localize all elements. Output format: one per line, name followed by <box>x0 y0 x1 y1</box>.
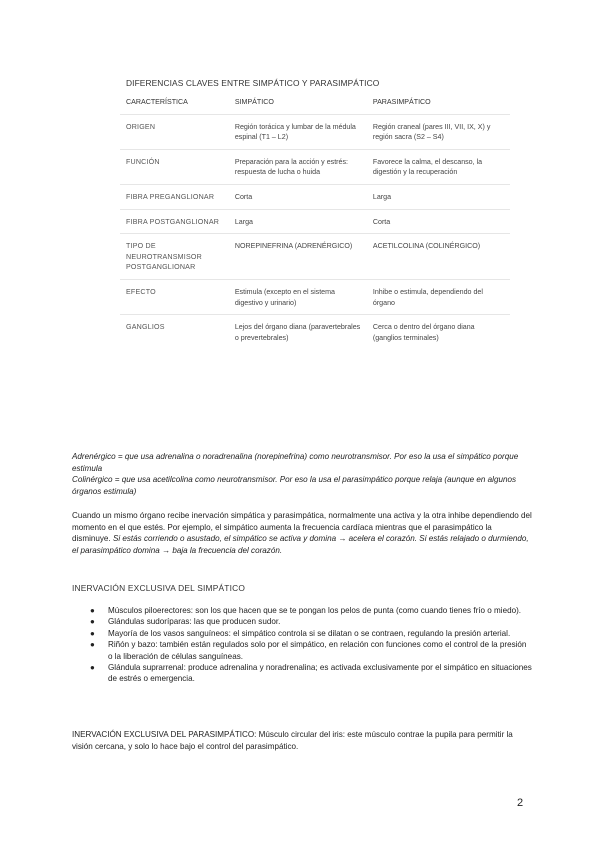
sympathetic-list <box>72 605 532 685</box>
paragraph-example: Si estás corriendo o asustado, el simpático se activa y domina → acelera el corazón. Si estás relajado o durmiendo, el parasimpático domina → baja la frecuencia del corazón. <box>72 534 529 555</box>
definition-colinergico: Colinérgico = que usa acetilcolina como neurotransmisor. Por eso la usa el parasimpático porque relaja (aunque en algunos órganos estimula) <box>72 475 516 496</box>
paragraph-text: Cuando un mismo órgano recibe inervación simpática y parasimpática, normalmente una activa y la otra inhibe dependiendo del momento en el que estés. Por ejemplo, el simpático aumenta la frecuencia cardíaca mientras que el parasimpático la disminuye. <box>72 511 532 544</box>
definitions-block <box>72 451 532 497</box>
definition-adrenergico: Adrenérgico = que usa adrenalina o noradrenalina (norepinefrina) como neurotransmisor. Por eso la usa el simpático porque estimula <box>72 452 519 473</box>
row-label: GANGLIOS <box>126 323 165 332</box>
parasimpatico-cell: ACETILCOLINA (COLINÉRGICO) <box>367 234 510 280</box>
table-row <box>120 149 510 184</box>
bullet-icon: ● <box>90 606 95 615</box>
simpatico-cell: Larga <box>229 209 367 234</box>
row-label: ORIGEN <box>120 114 229 149</box>
list-item <box>72 616 532 627</box>
list-item <box>72 662 532 685</box>
parasimpatico-cell: Cerca o dentro del órgano diana (ganglios terminales) <box>372 323 475 342</box>
bullet-icon: ● <box>90 640 95 650</box>
table-row <box>120 209 510 234</box>
table-row <box>120 279 510 314</box>
row-label: TIPO DE NEUROTRANSMISOR POSTGANGLIONAR <box>120 234 229 280</box>
row-label: FIBRA PREGANGLIONAR <box>120 184 229 209</box>
list-item-text: Glándulas sudoríparas: las que producen sudor. <box>108 617 281 627</box>
page-number: 2 <box>517 797 524 809</box>
bullet-icon: ● <box>90 617 95 627</box>
simpatico-cell: Región torácica y lumbar de la médula espinal (T1 – L2) <box>229 114 367 149</box>
list-item <box>72 605 532 616</box>
list-item <box>72 639 532 662</box>
simpatico-cell: Corta <box>229 184 367 209</box>
dual-innervation-paragraph <box>72 510 532 556</box>
list-item-text: Mayoría de los vasos sanguíneos: el simpático controla si se dilatan o se contraen, regulando la presión arterial. <box>108 628 511 638</box>
table-row <box>120 315 510 350</box>
parasimpatico-cell: Inhibe o estimula, dependiendo del órgano <box>367 279 510 314</box>
table-row <box>120 234 510 280</box>
header-simpatico: SIMPÁTICO <box>229 93 367 114</box>
bullet-icon: ● <box>90 628 95 638</box>
parasympathetic-paragraph: INERVACIÓN EXCLUSIVA DEL PARASIMPÁTICO: Músculo circular del iris: este músculo contrae la pupila para permitir la visión cercana, y solo lo hace bajo el control del parasimpático. <box>72 730 513 751</box>
row-label: EFECTO <box>120 279 229 314</box>
parasimpatico-cell: Corta <box>367 209 510 234</box>
table-row <box>120 114 510 149</box>
list-item <box>72 628 532 639</box>
parasimpatico-cell: Favorece la calma, el descanso, la digestión y la recuperación <box>367 149 510 184</box>
table-header-row <box>120 93 510 114</box>
bullet-icon: ● <box>90 663 95 673</box>
list-item-text: Riñón y bazo: también están regulados solo por el simpático, en relación con funciones como el control de la presión o la liberación de células sanguíneas. <box>108 640 527 661</box>
row-label: FIBRA POSTGANGLIONAR <box>120 209 229 234</box>
row-label: FUNCIÓN <box>120 149 229 184</box>
parasimpatico-cell: Larga <box>367 184 510 209</box>
simpatico-cell: Estimula (excepto en el sistema digestivo y urinario) <box>229 279 367 314</box>
header-caracteristica: CARACTERÍSTICA <box>120 93 229 114</box>
list-item-text: Glándula suprarrenal: produce adrenalina y noradrenalina; es activada exclusivamente por el simpático en situaciones de estrés o emergencia. <box>108 663 532 684</box>
sympathetic-heading: INERVACIÓN EXCLUSIVA DEL SIMPÁTICO <box>72 583 246 593</box>
table-row <box>120 184 510 209</box>
parasimpatico-cell: Región craneal (pares III, VII, IX, X) y región sacra (S2 – S4) <box>367 114 510 149</box>
comparison-table <box>120 93 510 349</box>
simpatico-cell: NOREPINEFRINA (ADRENÉRGICO) <box>229 234 367 280</box>
simpatico-cell: Lejos del órgano diana (paravertebrales o prevertebrales) <box>234 323 361 342</box>
list-item-text: Músculos piloerectores: son los que hacen que se te pongan los pelos de punta (como cuando tienes frío o miedo). <box>108 606 522 615</box>
table-title: DIFERENCIAS CLAVES ENTRE SIMPÁTICO Y PARASIMPÁTICO <box>126 78 380 88</box>
simpatico-cell: Preparación para la acción y estrés: respuesta de lucha o huida <box>229 149 367 184</box>
header-parasimpatico: PARASIMPÁTICO <box>367 93 510 114</box>
